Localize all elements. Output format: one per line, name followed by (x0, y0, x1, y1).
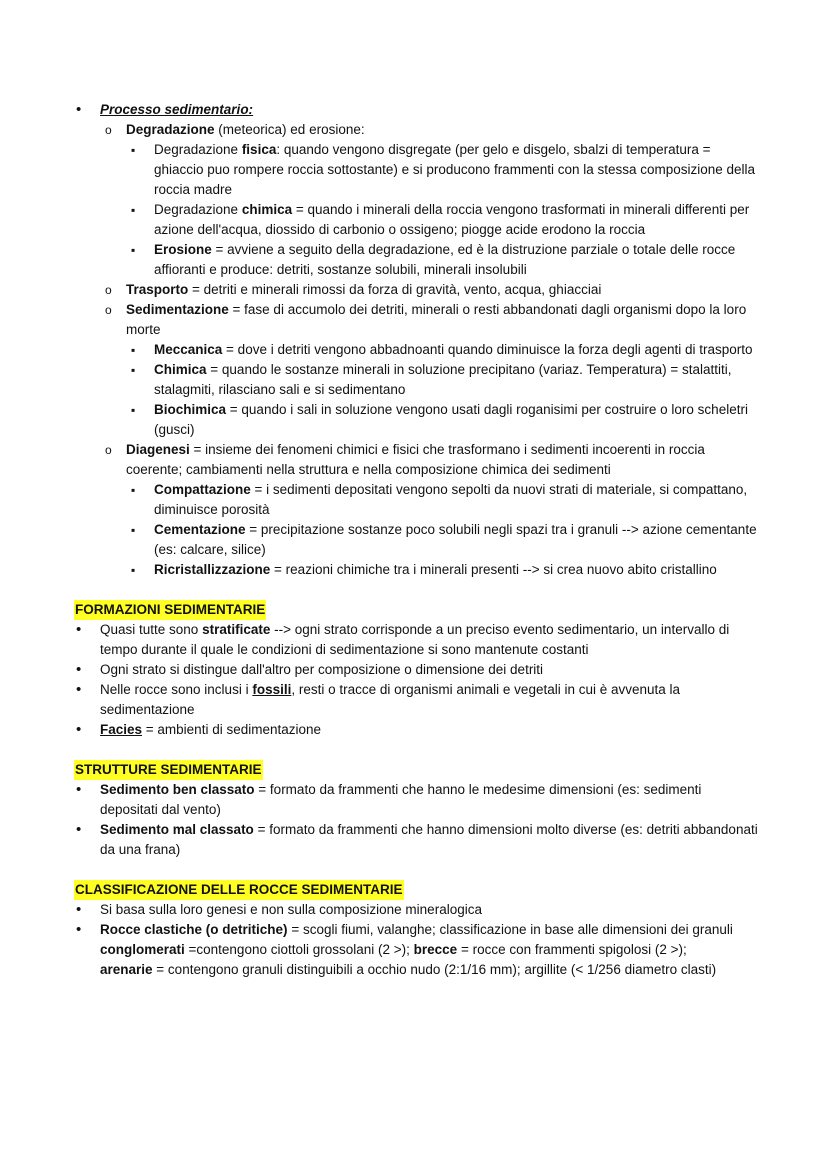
formazioni-item-4 (74, 720, 758, 740)
classificazione-heading: CLASSIFICAZIONE DELLE ROCCE SEDIMENTARIE (74, 880, 404, 900)
sed-chimica-label: Chimica (154, 362, 207, 377)
fisica-pre: Degradazione (154, 142, 242, 157)
trasporto-item (102, 280, 758, 300)
ricristallizzazione-item (128, 560, 758, 580)
classificazione-heading-wrap (74, 880, 758, 900)
strutture-list (74, 780, 758, 860)
trasporto-text: = detriti e minerali rimossi da forza di gravità, vento, acqua, ghiacciai (188, 282, 602, 297)
chimica-pre: Degradazione (154, 202, 242, 217)
cementazione-text: = precipitazione sostanze poco solubili negli spazi tra i granuli --> azione cementante (es: calcare, silice) (154, 522, 757, 557)
strutture-item-2 (74, 820, 758, 860)
formazioni-item-3-pre: Nelle rocce sono inclusi i (100, 682, 253, 697)
ben-classato-label: Sedimento ben classato (100, 782, 255, 797)
meccanica-item (128, 340, 758, 360)
strutture-item-1-text: = formato da frammenti che hanno le medesime dimensioni (es: sedimenti depositati dal vento) (100, 782, 702, 817)
diagenesi-item (102, 440, 758, 580)
strutture-item-2-text: = formato da frammenti che hanno dimensioni molto diverse (es: detriti abbandonati da una frana) (100, 822, 758, 857)
cementazione-label: Cementazione (154, 522, 246, 537)
formazioni-heading-wrap (74, 600, 758, 620)
arenarie-label: arenarie (100, 962, 153, 977)
classificazione-list (74, 900, 758, 980)
clastiche-label: Rocce clastiche (o detritiche) (100, 922, 288, 937)
diagenesi-sublist (128, 480, 758, 580)
sedimentazione-item (102, 300, 758, 440)
strutture-item-1 (74, 780, 758, 820)
erosione-text: = avviene a seguito della degradazione, ed è la distruzione parziale o totale delle rocce affioranti e produce: detriti, sostanze solubili, minerali insolubili (154, 242, 736, 277)
strutture-heading: STRUTTURE SEDIMENTARIE (74, 760, 263, 780)
process-sublist (102, 120, 758, 580)
chimica-label: chimica (241, 202, 293, 217)
compattazione-text: = i sedimenti depositati vengono sepolti da nuovi strati di materiale, si compattano, diminuisce porosità (154, 482, 748, 517)
compattazione-label: Compattazione (154, 482, 251, 497)
arenarie-text: = contengono granuli distinguibili a occhio nudo (2:1/16 mm); argillite (< 1/256 diametro clasti) (152, 962, 717, 977)
erosione-label: Erosione (154, 242, 212, 257)
biochimica-text: = quando i sali in soluzione vengono usati dagli roganisimi per costruire o loro scheletri (gusci) (154, 402, 748, 437)
formazioni-item-3-text: , resti o tracce di organismi animali e vegetali in cui è avvenuta la sedimentazione (100, 682, 681, 717)
classificazione-item-2 (74, 920, 758, 980)
strutture-heading-wrap (74, 760, 758, 780)
degradazione-label: Degradazione (126, 122, 215, 137)
process-title: Processo sedimentario: (100, 102, 254, 117)
formazioni-item-1-text: --> ogni strato corrisponde a un preciso evento sedimentario, un intervallo di tempo durante il quale le condizioni di sedimentazione si sono mantenute costanti (100, 622, 730, 657)
biochimica-item (128, 400, 758, 440)
formazioni-item-1 (74, 620, 758, 660)
formazioni-section (74, 600, 758, 740)
brecce-label: brecce (413, 942, 458, 957)
conglomerati-text: =contengono ciottoli grossolani (2 >); (184, 942, 414, 957)
process-item (74, 100, 758, 580)
degradazione-item (102, 120, 758, 280)
formazioni-heading: FORMAZIONI SEDIMENTARIE (74, 600, 266, 620)
facies-label: Facies (100, 722, 143, 737)
meccanica-label: Meccanica (154, 342, 223, 357)
strutture-section (74, 760, 758, 860)
sedimentazione-text: = fase di accumolo dei detriti, minerali o resti abbandonati dagli organismi dopo la loro morte (126, 302, 747, 337)
stratificate-label: stratificate (202, 622, 271, 637)
ricristallizzazione-label: Ricristallizzazione (154, 562, 271, 577)
formazioni-list (74, 620, 758, 740)
trasporto-label: Trasporto (126, 282, 189, 297)
chimica-text: = quando i minerali della roccia vengono trasformati in minerali differenti per azione dell'acqua, diossido di carbonio o ossigeno; piogge acide erodono la roccia (154, 202, 750, 237)
diagenesi-text: = insieme dei fenomeni chimici e fisici che trasformano i sedimenti incoerenti in roccia coerente; cambiamenti nella struttura e nella composizione chimica dei sedimenti (126, 442, 705, 477)
brecce-text: = rocce con frammenti spigolosi (2 >); (457, 942, 687, 957)
fisica-label: fisica (241, 142, 277, 157)
fisica-text: : quando vengono disgregate (per gelo e disgelo, sbalzi di temperatura = ghiaccio puo rompere roccia sottostante) e si producono frammenti con la stessa composizione della roccia madre (154, 142, 756, 197)
sed-chimica-text: = quando le sostanze minerali in soluzione precipitano (variaz. Temperatura) = stalattiti, stalagmiti, rilasciano sali e si sedimentano (154, 362, 732, 397)
degradazione-fisica-item (128, 140, 758, 200)
biochimica-label: Biochimica (154, 402, 227, 417)
conglomerati-label: conglomerati (100, 942, 185, 957)
sedimentazione-sublist (128, 340, 758, 440)
meccanica-text: = dove i detriti vengono abbadnoanti quando diminuisce la forza degli agenti di trasporto (222, 342, 753, 357)
fossili-label: fossili (252, 682, 292, 697)
formazioni-item-1-pre: Quasi tutte sono (100, 622, 203, 637)
degradazione-chimica-item (128, 200, 758, 240)
mal-classato-label: Sedimento mal classato (100, 822, 254, 837)
sedimentazione-label: Sedimentazione (126, 302, 229, 317)
cementazione-item (128, 520, 758, 560)
diagenesi-label: Diagenesi (126, 442, 190, 457)
erosione-item (128, 240, 758, 280)
formazioni-item-2: • Ogni strato si distingue dall'altro per composizione o dimensione dei detriti (74, 660, 758, 680)
classificazione-item-1: • Si basa sulla loro genesi e non sulla composizione mineralogica (74, 900, 758, 920)
compattazione-item (128, 480, 758, 520)
sed-chimica-item (128, 360, 758, 400)
clastiche-text: = scogli fiumi, valanghe; classificazione in base alle dimensioni dei granuli (287, 922, 733, 937)
formazioni-item-4-text: = ambienti di sedimentazione (142, 722, 322, 737)
degradazione-sublist (128, 140, 758, 280)
ricristallizzazione-text: = reazioni chimiche tra i minerali presenti --> si crea nuovo abito cristallino (270, 562, 717, 577)
classificazione-section (74, 880, 758, 980)
formazioni-item-3 (74, 680, 758, 720)
process-list (74, 100, 758, 580)
degradazione-text: (meteorica) ed erosione: (214, 122, 365, 137)
